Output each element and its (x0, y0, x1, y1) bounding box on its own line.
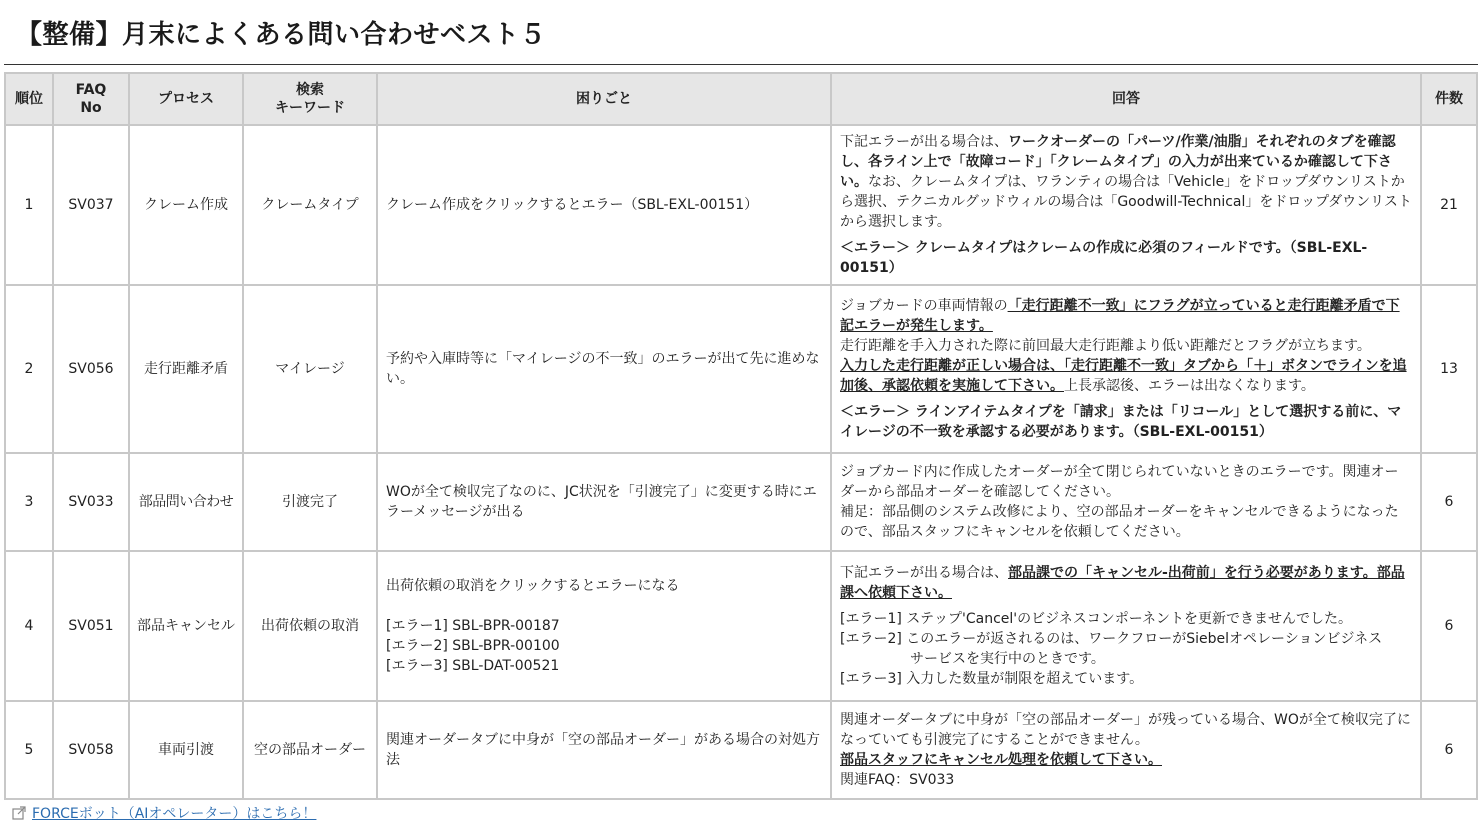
process-cell: 走行距離矛盾 (129, 285, 243, 453)
header-process: プロセス (129, 73, 243, 125)
table-header-row (5, 73, 1477, 125)
faq-no-cell: SV056 (53, 285, 129, 453)
issue-cell: 関連オーダータブに中身が「空の部品オーダー」がある場合の対処方法 (377, 701, 831, 799)
faq-no-cell: SV051 (53, 551, 129, 701)
rank-cell: 1 (5, 125, 53, 285)
force-bot-link[interactable] (12, 803, 316, 823)
count-cell: 6 (1421, 701, 1477, 799)
process-cell: 車両引渡 (129, 701, 243, 799)
process-cell: クレーム作成 (129, 125, 243, 285)
answer-cell: 下記エラーが出る場合は、部品課での「キャンセル-出荷前」を行う必要があります。部品課へ依頼下さい。 [エラー1] ステップ'Cancel'のビジネスコンポーネントを更新できませんでした。 [エラー2] このエラーが返されるのは、ワークフローがSiebelオペレーションビジネス サービスを実行中のときです。 [エラー3] 入力した数量が制限を超えています。 (831, 551, 1421, 701)
table-row (5, 701, 1477, 799)
answer-cell: ジョブカードの車両情報の「走行距離不一致」にフラグが立っていると走行距離矛盾で下記エラーが発生します。 走行距離を手入力された際に前回最大走行距離より低い距離だとフラグが立ちます。 入力した走行距離が正しい場合は、「走行距離不一致」タブから「＋」ボタンでラインを追加後、承認依頼を実施して下さい。上長承認後、エラーは出なくなります。 ＜エラー＞ ラインアイテムタイプを「請求」または「リコール」として選択する前に、マイレージの不一致を承認する必要があります。（SBL-EXL-00151） (831, 285, 1421, 453)
error-message: ＜エラー＞ ラインアイテムタイプを「請求」または「リコール」として選択する前に、マイレージの不一致を承認する必要があります。（SBL-EXL-00151） (840, 404, 1402, 440)
keyword-cell: マイレージ (243, 285, 377, 453)
header-rank: 順位 (5, 73, 53, 125)
faq-no-cell: SV058 (53, 701, 129, 799)
keyword-cell: クレームタイプ (243, 125, 377, 285)
faq-no-cell: SV037 (53, 125, 129, 285)
rank-cell: 3 (5, 453, 53, 551)
issue-cell: WOが全て検収完了なのに、JC状況を「引渡完了」に変更する時にエラーメッセージが出る (377, 453, 831, 551)
keyword-cell: 空の部品オーダー (243, 701, 377, 799)
keyword-cell: 出荷依頼の取消 (243, 551, 377, 701)
count-cell: 6 (1421, 551, 1477, 701)
rank-cell: 2 (5, 285, 53, 453)
external-link-icon (12, 806, 26, 820)
keyword-cell: 引渡完了 (243, 453, 377, 551)
force-bot-link-text[interactable]: FORCEボット（AIオペレーター）はこちら！ (32, 806, 317, 822)
process-cell: 部品キャンセル (129, 551, 243, 701)
header-faq-no: FAQ No (53, 73, 129, 125)
table-row (5, 285, 1477, 453)
rank-cell: 4 (5, 551, 53, 701)
header-keyword: 検索 キーワード (243, 73, 377, 125)
count-cell: 6 (1421, 453, 1477, 551)
issue-cell: 予約や入庫時等に「マイレージの不一致」のエラーが出て先に進めない。 (377, 285, 831, 453)
issue-cell: クレーム作成をクリックするとエラー（SBL-EXL-00151） (377, 125, 831, 285)
header-issue: 困りごと (377, 73, 831, 125)
faq-table (4, 72, 1478, 800)
table-row (5, 125, 1477, 285)
rank-cell: 5 (5, 701, 53, 799)
header-answer: 回答 (831, 73, 1421, 125)
table-row (5, 453, 1477, 551)
issue-cell: 出荷依頼の取消をクリックするとエラーになる [エラー1] SBL-BPR-00187 [エラー2] SBL-BPR-00100 [エラー3] SBL-DAT-00521 (377, 551, 831, 701)
count-cell: 13 (1421, 285, 1477, 453)
title-divider (4, 64, 1478, 65)
page-title: 【整備】月末によくある問い合わせベスト５ (16, 20, 547, 50)
header-count: 件数 (1421, 73, 1477, 125)
process-cell: 部品問い合わせ (129, 453, 243, 551)
answer-cell: 関連オーダータブに中身が「空の部品オーダー」が残っている場合、WOが全て検収完了になっていても引渡完了にすることができません。 部品スタッフにキャンセル処理を依頼して下さい。 関連FAQ：SV033 (831, 701, 1421, 799)
faq-no-cell: SV033 (53, 453, 129, 551)
error-message: ＜エラー＞ クレームタイプはクレームの作成に必須のフィールドです。（SBL-EXL-00151） (840, 240, 1368, 276)
count-cell: 21 (1421, 125, 1477, 285)
table-row (5, 551, 1477, 701)
answer-cell: ジョブカード内に作成したオーダーが全て閉じられていないときのエラーです。関連オーダーから部品オーダーを確認してください。 補足：部品側のシステム改修により、空の部品オーダーをキャンセルできるようになったので、部品スタッフにキャンセルを依頼してください。 (831, 453, 1421, 551)
answer-cell: 下記エラーが出る場合は、ワークオーダーの「パーツ/作業/油脂」それぞれのタブを確認し、各ライン上で「故障コード」「クレームタイプ」の入力が出来ているか確認して下さい。なお、クレームタイプは、ワランティの場合は「Vehicle」をドロップダウンリストから選択、テクニカルグッドウィルの場合は「Goodwill-Technical」をドロップダウンリストから選択します。 ＜エラー＞ クレームタイプはクレームの作成に必須のフィールドです。（SBL-EXL-00151） (831, 125, 1421, 285)
